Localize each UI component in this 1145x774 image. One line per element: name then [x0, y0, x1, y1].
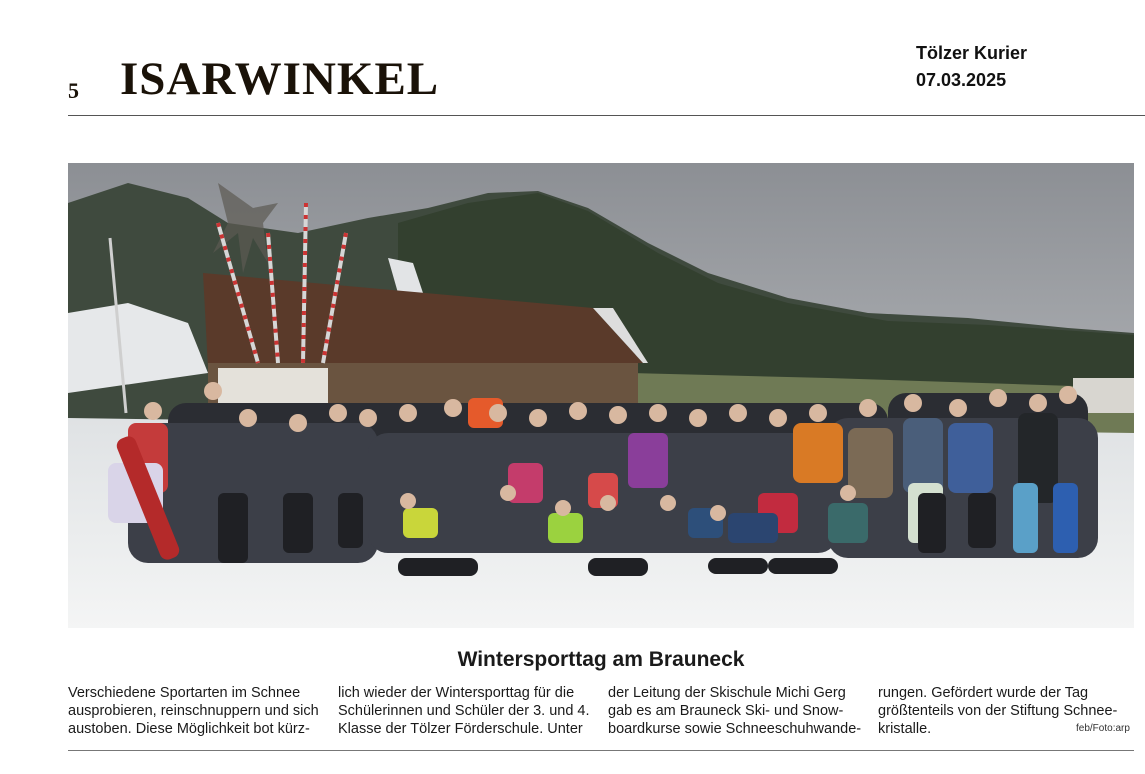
publication-info: [916, 40, 1027, 94]
article-photo: [68, 163, 1134, 628]
article-column-2: [338, 684, 600, 738]
article-headline: Wintersporttag am Brauneck: [457, 648, 745, 671]
text-line: kristalle.: [878, 721, 932, 737]
page-number: 5: [68, 78, 79, 103]
photo-credit: feb/Foto:arp: [1076, 723, 1130, 734]
article-column-3: [608, 684, 870, 738]
text-line: Klasse der Tölzer Förderschule. Unter: [338, 721, 583, 737]
publication-name: Tölzer Kurier: [916, 43, 1028, 63]
text-line: ausprobieren, reinschnuppern und sich: [68, 703, 319, 719]
section-title: ISARWINKEL: [120, 53, 440, 105]
photo-illustration: [68, 163, 1134, 628]
text-line: der Leitung der Skischule Michi Gerg: [608, 685, 846, 701]
text-line: größtenteils von der Stiftung Schnee-: [878, 703, 1118, 719]
text-line: lich wieder der Wintersporttag für die: [338, 685, 575, 701]
footer-divider: [68, 750, 1134, 751]
text-line: gab es am Brauneck Ski- und Snow-: [608, 703, 844, 719]
text-line: austoben. Diese Möglichkeit bot kürz-: [68, 721, 310, 737]
text-line: Schülerinnen und Schüler der 3. und 4.: [338, 703, 590, 719]
text-line: rungen. Gefördert wurde der Tag: [878, 685, 1089, 701]
text-line: Verschiedene Sportarten im Schnee: [68, 685, 301, 701]
article-column-1: [68, 684, 330, 738]
publication-date: 07.03.2025: [916, 70, 1007, 90]
text-line: boardkurse sowie Schneeschuhwande-: [608, 721, 862, 737]
header-divider: [68, 115, 1145, 116]
